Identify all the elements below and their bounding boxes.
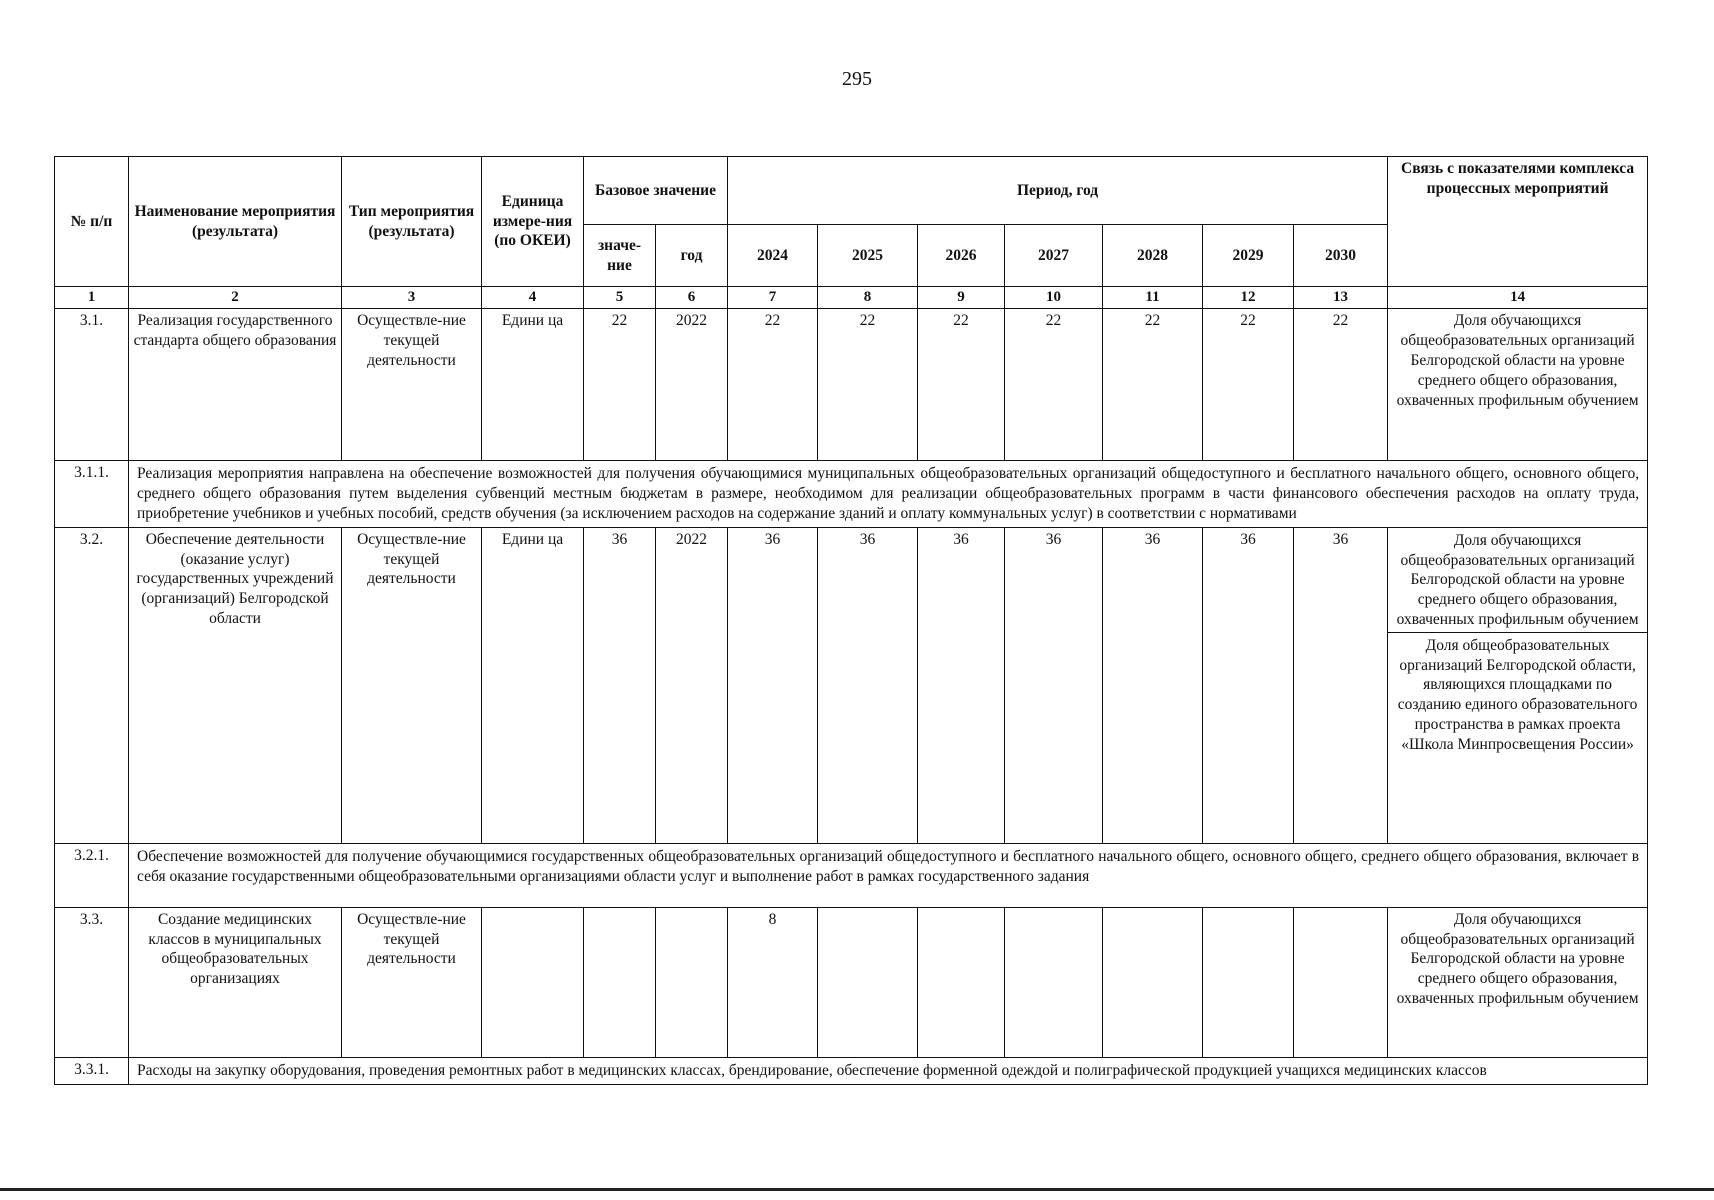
column-number: 12: [1203, 287, 1294, 309]
column-number: 10: [1005, 287, 1103, 309]
column-number: 5: [584, 287, 656, 309]
row-num: 3.2.1.: [55, 843, 129, 907]
table-row-description: [55, 843, 1648, 907]
row-name: Реализация государственного стандарта общего образования: [129, 309, 342, 461]
row-year-value: 36: [1294, 527, 1388, 843]
row-base-value: 36: [584, 527, 656, 843]
row-unit: Едини ца: [482, 309, 584, 461]
row-year-value: 36: [918, 527, 1005, 843]
table-row: [55, 907, 1648, 1057]
column-number: 4: [482, 287, 584, 309]
row-year-value: [1294, 907, 1388, 1057]
row-type: Осуществле-ние текущей деятельности: [342, 907, 482, 1057]
row-year-value: [1203, 907, 1294, 1057]
row-year-value: 22: [1203, 309, 1294, 461]
header-year: 2024: [728, 225, 818, 287]
table-row: [55, 309, 1648, 461]
row-year-value: 36: [1203, 527, 1294, 843]
row-num: 3.1.1.: [55, 461, 129, 527]
row-base-value: [584, 907, 656, 1057]
column-number-row: [55, 287, 1648, 309]
row-type: Осуществле-ние текущей деятельности: [342, 527, 482, 843]
header-unit: Единица измере-ния (по ОКЕИ): [482, 157, 584, 287]
row-num: 3.3.: [55, 907, 129, 1057]
header-year: 2029: [1203, 225, 1294, 287]
row-description: Расходы на закупку оборудования, проведения ремонтных работ в медицинских классах, брендирование, обеспечение форменной одеждой и полиграфической продукцией учащихся медицинских классов: [129, 1057, 1648, 1084]
row-description: Обеспечение возможностей для получение обучающимися государственных общеобразовательных организаций общедоступного и бесплатного начального общего, основного общего, среднего общего образования, включает в себя оказание государственными общеобразовательными организациями области услуг и выполнение работ в рамках государственного задания: [129, 843, 1648, 907]
column-number: 14: [1388, 287, 1648, 309]
column-number: 8: [818, 287, 918, 309]
header-base: Базовое значение: [584, 157, 728, 225]
row-num: 3.3.1.: [55, 1057, 129, 1084]
row-year-value: 36: [1005, 527, 1103, 843]
column-number: 3: [342, 287, 482, 309]
row-link: Доля обучающихся общеобразовательных организаций Белгородской области на уровне среднего общего образования, охваченных профильным обучением: [1396, 531, 1639, 628]
row-link: Доля общеобразовательных организаций Белгородской области, являющихся площадками по созданию единого образовательного пространства в рамках проекта «Школа Минпросвещения России»: [1388, 632, 1647, 757]
table-row: [55, 527, 1648, 843]
row-year-value: 22: [1005, 309, 1103, 461]
table-row-description: [55, 1057, 1648, 1084]
row-base-year: [656, 907, 728, 1057]
row-year-value: 36: [818, 527, 918, 843]
header-year: 2027: [1005, 225, 1103, 287]
row-year-value: 8: [728, 907, 818, 1057]
column-number: 2: [129, 287, 342, 309]
header-year: 2025: [818, 225, 918, 287]
row-base-value: 22: [584, 309, 656, 461]
row-base-year: 2022: [656, 527, 728, 843]
column-number: 6: [656, 287, 728, 309]
row-links: [1388, 527, 1648, 843]
row-year-value: [918, 907, 1005, 1057]
column-number: 9: [918, 287, 1005, 309]
row-year-value: 22: [1103, 309, 1203, 461]
row-type: Осуществле-ние текущей деятельности: [342, 309, 482, 461]
row-year-value: [1103, 907, 1203, 1057]
row-year-value: 22: [918, 309, 1005, 461]
page-bottom-edge: [0, 1188, 1714, 1191]
row-num: 3.1.: [55, 309, 129, 461]
header-year: 2028: [1103, 225, 1203, 287]
row-unit: [482, 907, 584, 1057]
column-number: 1: [55, 287, 129, 309]
column-number: 11: [1103, 287, 1203, 309]
row-link: Доля обучающихся общеобразовательных организаций Белгородской области на уровне среднего общего образования, охваченных профильным обучением: [1388, 907, 1648, 1057]
header-base-year: год: [656, 225, 728, 287]
row-year-value: [818, 907, 918, 1057]
header-year: 2030: [1294, 225, 1388, 287]
row-name: Создание медицинских классов в муниципальных общеобразовательных организациях: [129, 907, 342, 1057]
header-num: № п/п: [55, 157, 129, 287]
column-number: 7: [728, 287, 818, 309]
header-type: Тип мероприятия (результата): [342, 157, 482, 287]
header-link: Связь с показателями комплекса процессных мероприятий: [1388, 157, 1648, 287]
row-year-value: 22: [1294, 309, 1388, 461]
row-unit: Едини ца: [482, 527, 584, 843]
header-base-value: значе-ние: [584, 225, 656, 287]
row-name: Обеспечение деятельности (оказание услуг) государственных учреждений (организаций) Белгородской области: [129, 527, 342, 843]
row-year-value: 22: [818, 309, 918, 461]
row-year-value: 22: [728, 309, 818, 461]
column-number: 13: [1294, 287, 1388, 309]
header-period: Период, год: [728, 157, 1388, 225]
row-base-year: 2022: [656, 309, 728, 461]
row-num: 3.2.: [55, 527, 129, 843]
page-number: 295: [842, 68, 872, 90]
row-year-value: 36: [1103, 527, 1203, 843]
header-name: Наименование мероприятия (результата): [129, 157, 342, 287]
row-year-value: [1005, 907, 1103, 1057]
row-link: Доля обучающихся общеобразовательных организаций Белгородской области на уровне среднего общего образования, охваченных профильным обучением: [1388, 309, 1648, 461]
header-year: 2026: [918, 225, 1005, 287]
row-description: Реализация мероприятия направлена на обеспечение возможностей для получения обучающимися муниципальных общеобразовательных организаций общедоступного и бесплатного начального общего, основного общего, среднего общего образования путем выделения субвенций местным бюджетам в размере, необходимом для реализации общеобразовательных программ в части финансового обеспечения расходов на оплату труда, приобретение учебников и учебных пособий, средств обучения (за исключением расходов на содержание зданий и оплату коммунальных услуг) в соответствии с нормативами: [129, 461, 1648, 527]
table-row-description: [55, 461, 1648, 527]
row-year-value: 36: [728, 527, 818, 843]
activities-table: [54, 156, 1648, 1085]
